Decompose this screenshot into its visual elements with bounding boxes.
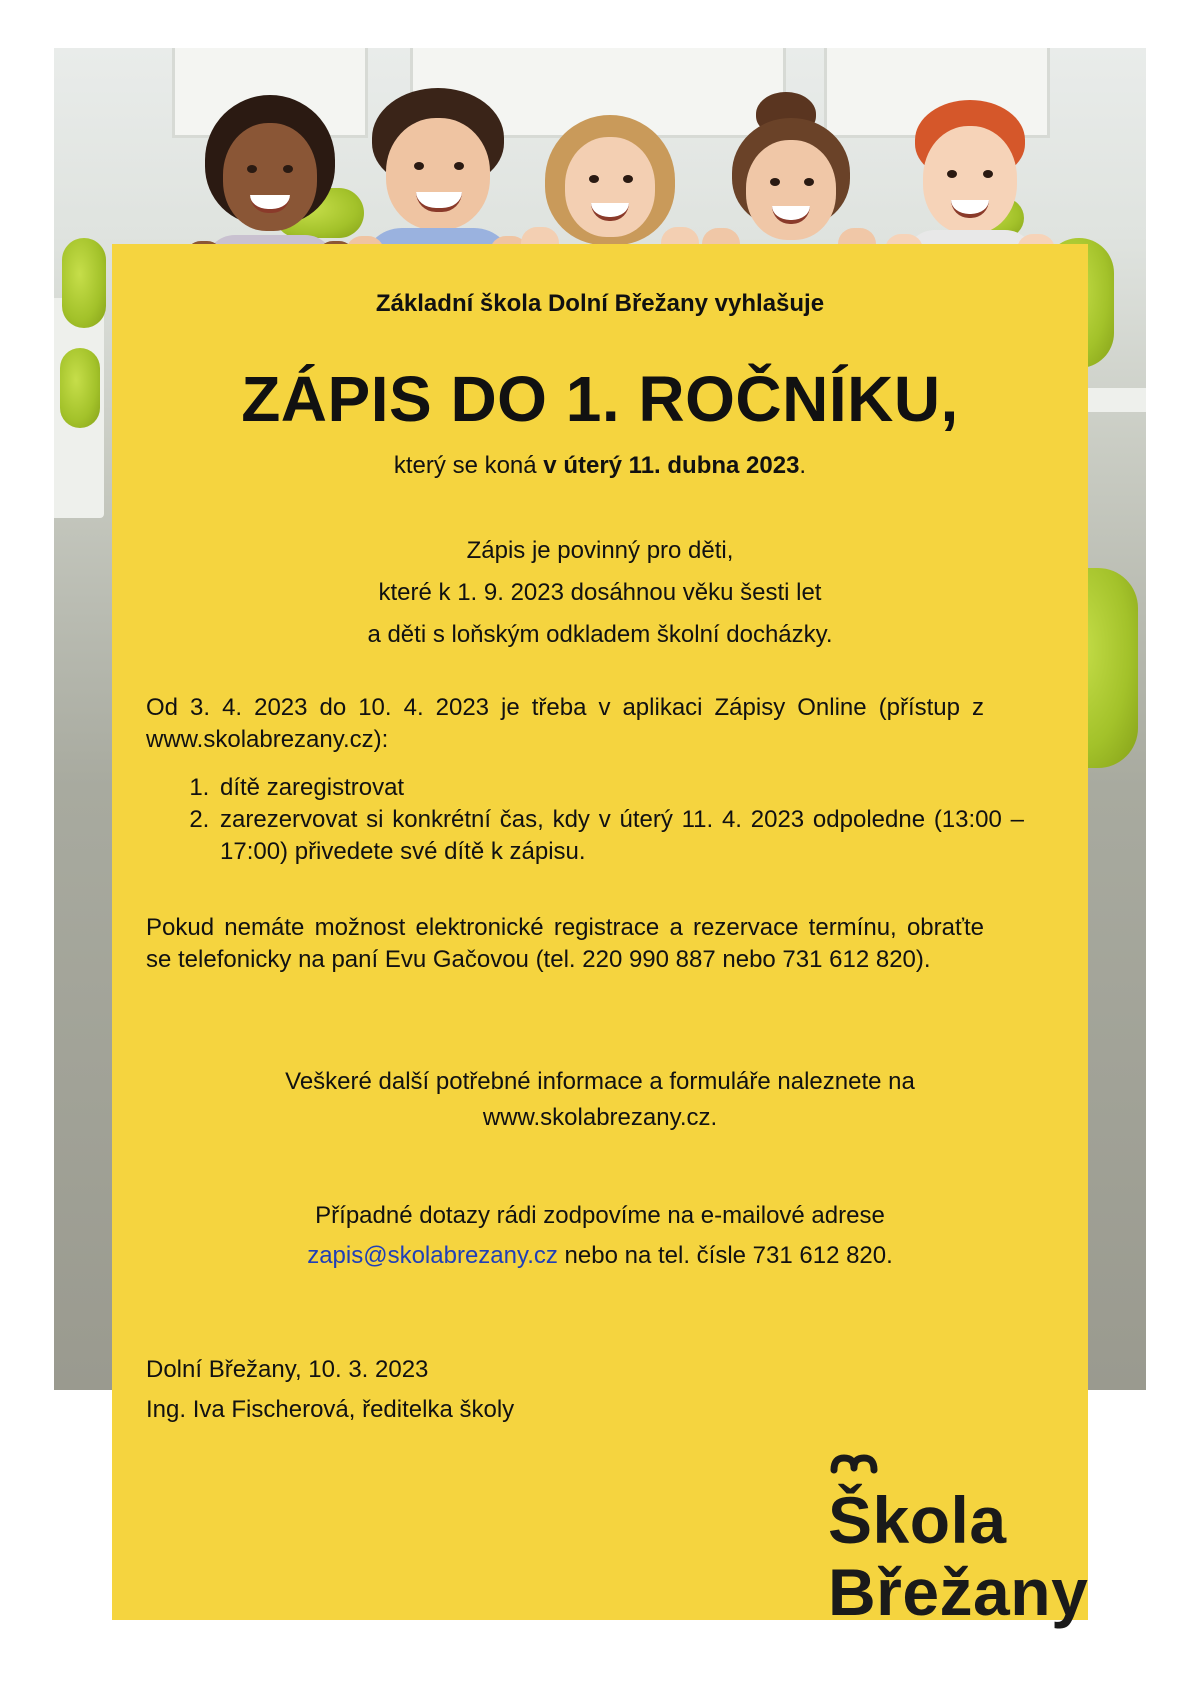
questions — [112, 1196, 1088, 1276]
child-3 — [545, 115, 675, 255]
online-registration-intro: Od 3. 4. 2023 do 10. 4. 2023 je třeba v aplikaci Zápisy Online (přístup z www.skolabrezany.cz): — [146, 694, 984, 753]
signature-block — [146, 1350, 984, 1430]
chair — [60, 348, 100, 428]
mandatory-line: a děti s loňským odkladem školní docházky. — [367, 621, 833, 648]
questions-line — [112, 1236, 1088, 1276]
date-line — [112, 452, 1088, 480]
child-1 — [205, 95, 335, 265]
logo-line: Škola — [828, 1483, 1007, 1557]
school-logo — [828, 1444, 1148, 1664]
child-5 — [905, 100, 1035, 260]
email-link[interactable]: zapis@skolabrezany.cz — [307, 1242, 558, 1269]
logo-mark-icon — [828, 1444, 888, 1484]
questions-line: Případné dotazy rádi zodpovíme na e-mailové adrese — [315, 1202, 885, 1229]
child-4 — [726, 100, 856, 260]
headline: ZÁPIS DO 1. ROČNÍKU, — [241, 363, 959, 435]
more-info-line: Veškeré další potřebné informace a formuláře naleznete na — [285, 1068, 915, 1095]
phone-contact-paragraph: Pokud nemáte možnost elektronické registrace a rezervace termínu, obraťte se telefonicky na paní Evu Gačovou (tel. 220 990 887 nebo 731 612 820). — [146, 914, 984, 973]
date-bold: v úterý 11. dubna 2023 — [543, 452, 800, 479]
poster-panel — [112, 244, 1088, 1620]
mandatory-notice — [112, 530, 1088, 656]
logo-text — [828, 1484, 1088, 1628]
announcement: Základní škola Dolní Břežany vyhlašuje — [375, 290, 825, 317]
child-2 — [368, 88, 508, 258]
more-info — [112, 1064, 1088, 1136]
logo-line: Břežany — [828, 1555, 1089, 1629]
mandatory-line: které k 1. 9. 2023 dosáhnou věku šesti let — [378, 579, 822, 606]
registration-steps — [176, 772, 1024, 868]
mandatory-line: Zápis je povinný pro děti, — [466, 537, 734, 564]
date-prefix: který se koná — [393, 452, 544, 479]
list-item: 2. zarezervovat si konkrétní čas, kdy v úterý 11. 4. 2023 odpoledne (13:00 – 17:00) přivedete své dítě k zápisu. — [216, 804, 1024, 868]
place-date: Dolní Břežany, 10. 3. 2023 — [146, 1356, 429, 1383]
signature: Ing. Iva Fischerová, ředitelka školy — [146, 1396, 515, 1423]
chair — [62, 238, 106, 328]
questions-phone: nebo na tel. čísle 731 612 820. — [557, 1242, 893, 1269]
website-link[interactable]: www.skolabrezany.cz. — [482, 1104, 718, 1131]
date-suffix: . — [799, 452, 807, 479]
list-item: 1. dítě zaregistrovat — [216, 772, 1024, 804]
